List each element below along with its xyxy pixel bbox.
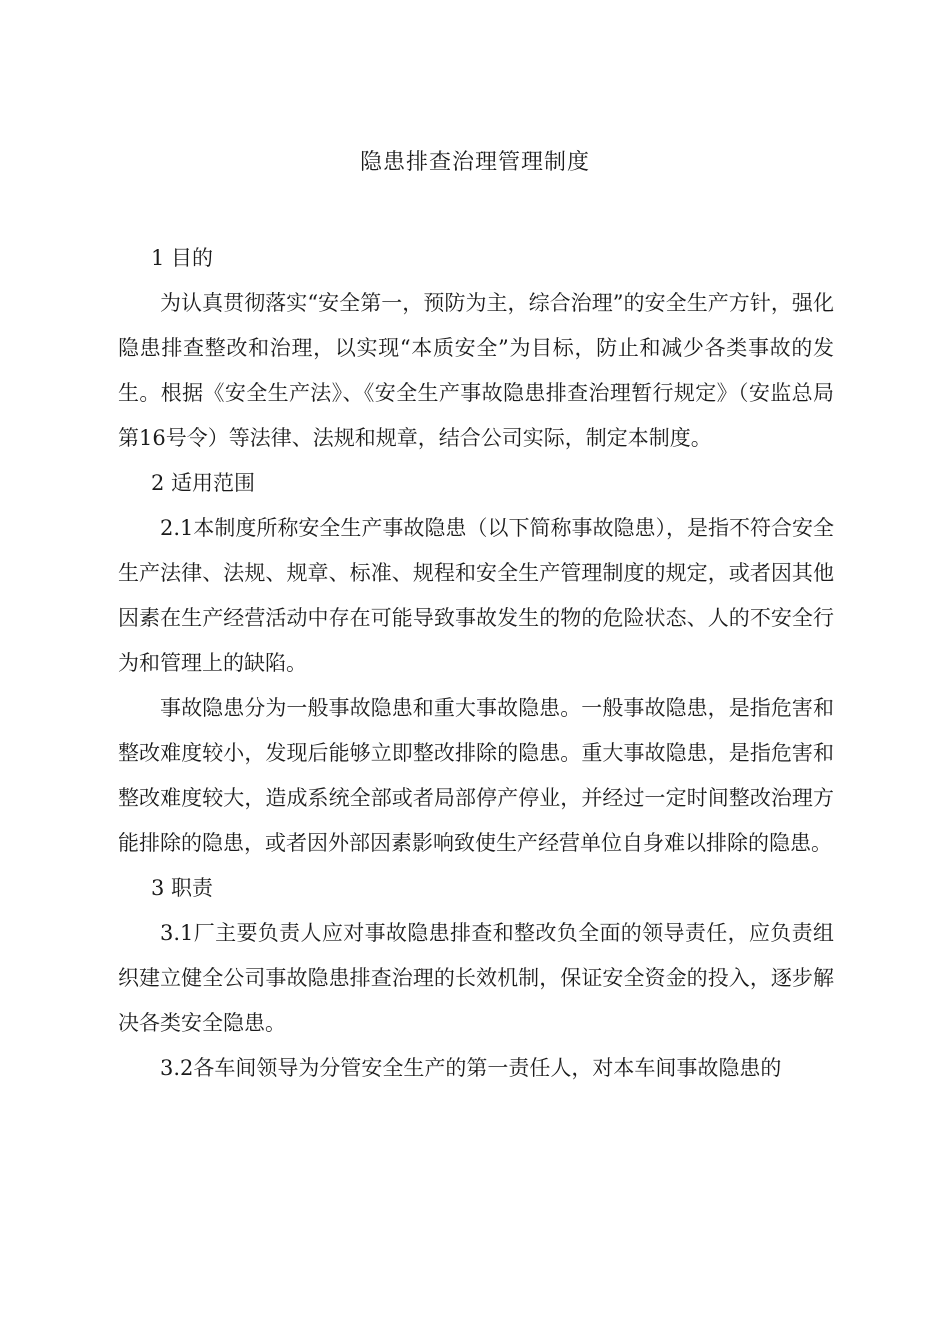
section-heading-purpose: 1 目的 <box>151 246 214 270</box>
document-body <box>118 236 834 1091</box>
paragraph-scope-hazard-types: 事故隐患分为一般事故隐患和重大事故隐患。一般事故隐患，是指危害和整改难度较小，发现后能够立即整改排除的隐患。重大事故隐患，是指危害和整改难度较大，造成系统全部或者局部停产停业，并经过一定时间整改治理方能排除的隐患，或者因外部因素影响致使生产经营单位自身难以排除的隐患。 <box>118 696 834 855</box>
section-heading-scope: 2 适用范围 <box>151 471 256 495</box>
section-heading-responsibilities: 3 职责 <box>151 876 214 900</box>
paragraph-purpose: 为认真贯彻落实“安全第一，预防为主，综合治理”的安全生产方针，强化隐患排查整改和治理，以实现“本质安全”为目标，防止和减少各类事故的发生。根据《安全生产法》、《安全生产事故隐患排查治理暂行规定》（安监总局第16号令）等法律、法规和规章，结合公司实际，制定本制度。 <box>118 291 834 450</box>
paragraph-responsibility-3-1: 3.1厂主要负责人应对事故隐患排查和整改负全面的领导责任，应负责组织建立健全公司事故隐患排查治理的长效机制，保证安全资金的投入，逐步解决各类安全隐患。 <box>118 921 834 1035</box>
document-title: 隐患排查治理管理制度 <box>359 150 590 175</box>
paragraph-scope-2-1: 2.1本制度所称安全生产事故隐患（以下简称事故隐患），是指不符合安全生产法律、法规、规章、标准、规程和安全生产管理制度的规定，或者因其他因素在生产经营活动中存在可能导致事故发生的物的危险状态、人的不安全行为和管理上的缺陷。 <box>118 516 834 675</box>
paragraph-responsibility-3-2: 3.2各车间领导为分管安全生产的第一责任人，对本车间事故隐患的 <box>160 1056 782 1080</box>
